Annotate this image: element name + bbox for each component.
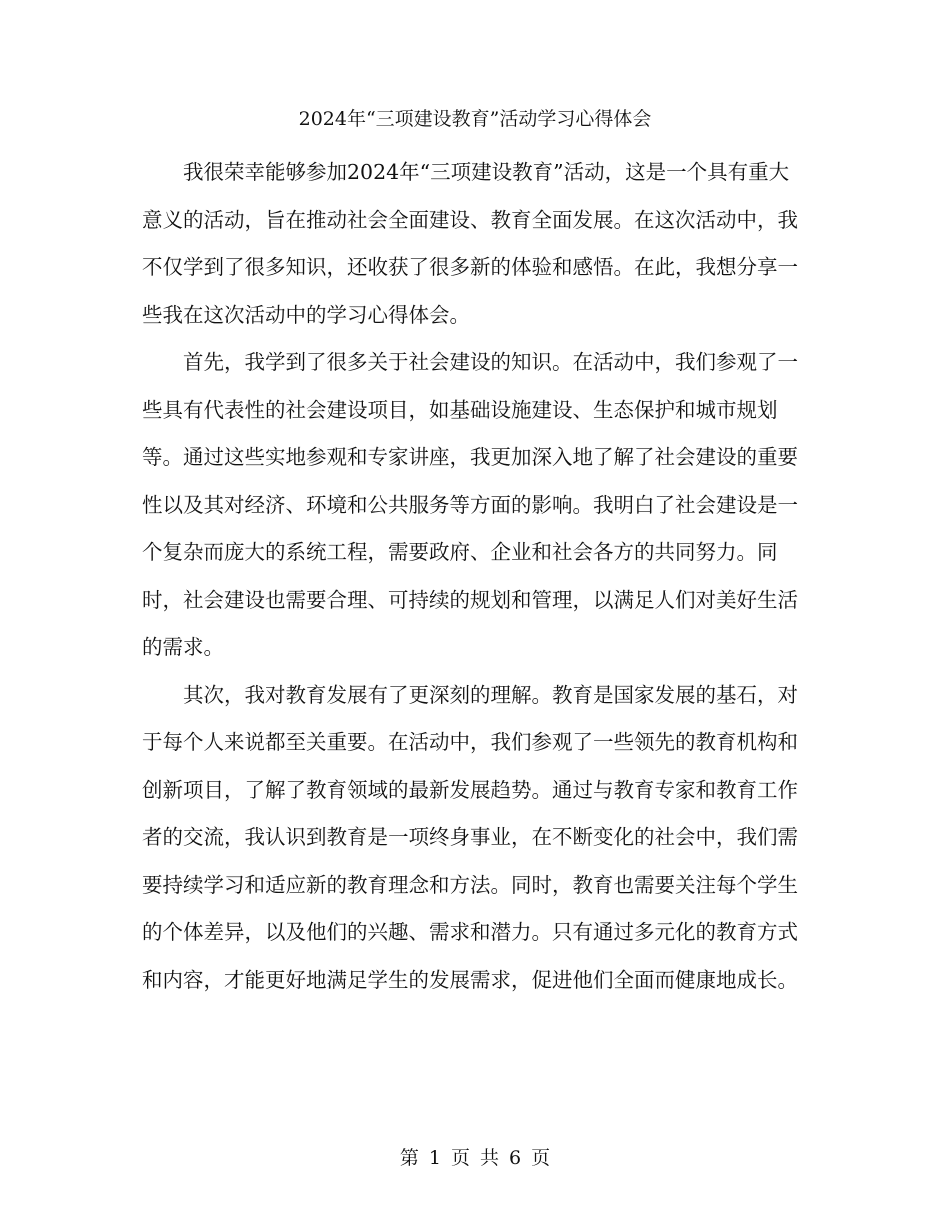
page-number-footer: 第 1 页 共 6 页 bbox=[399, 1147, 551, 1169]
paragraph-3: 其次，我对教育发展有了更深刻的理解。教育是国家发展的基石，对于每个人来说都至关重要。在活动中，我们参观了一些领先的教育机构和创新项目，了解了教育领域的最新发展趋势。通过与教育专家和教育工作者的交流，我认识到教育是一项终身事业，在不断变化的社会中，我们需要持续学习和适应新的教育理念和方法。同时，教育也需要关注每个学生的个体差异，以及他们的兴趣、需求和潜力。只有通过多元化的教育方式和内容，才能更好地满足学生的发展需求，促进他们全面而健康地成长。 bbox=[142, 682, 798, 992]
document-title: 2024年“三项建设教育”活动学习心得体会 bbox=[298, 108, 652, 130]
document-body bbox=[142, 149, 806, 1004]
paragraph-2: 首先，我学到了很多关于社会建设的知识。在活动中，我们参观了一些具有代表性的社会建设项目，如基础设施建设、生态保护和城市规划等。通过这些实地参观和专家讲座，我更加深入地了解了社会建设的重要性以及其对经济、环境和公共服务等方面的影响。我明白了社会建设是一个复杂而庞大的系统工程，需要政府、企业和社会各方的共同努力。同时，社会建设也需要合理、可持续的规划和管理，以满足人们对美好生活的需求。 bbox=[142, 350, 798, 659]
paragraph-1: 我很荣幸能够参加2024年“三项建设教育”活动，这是一个具有重大意义的活动，旨在推动社会全面建设、教育全面发展。在这次活动中，我不仅学到了很多知识，还收获了很多新的体验和感悟。在此，我想分享一些我在这次活动中的学习心得体会。 bbox=[142, 160, 798, 327]
